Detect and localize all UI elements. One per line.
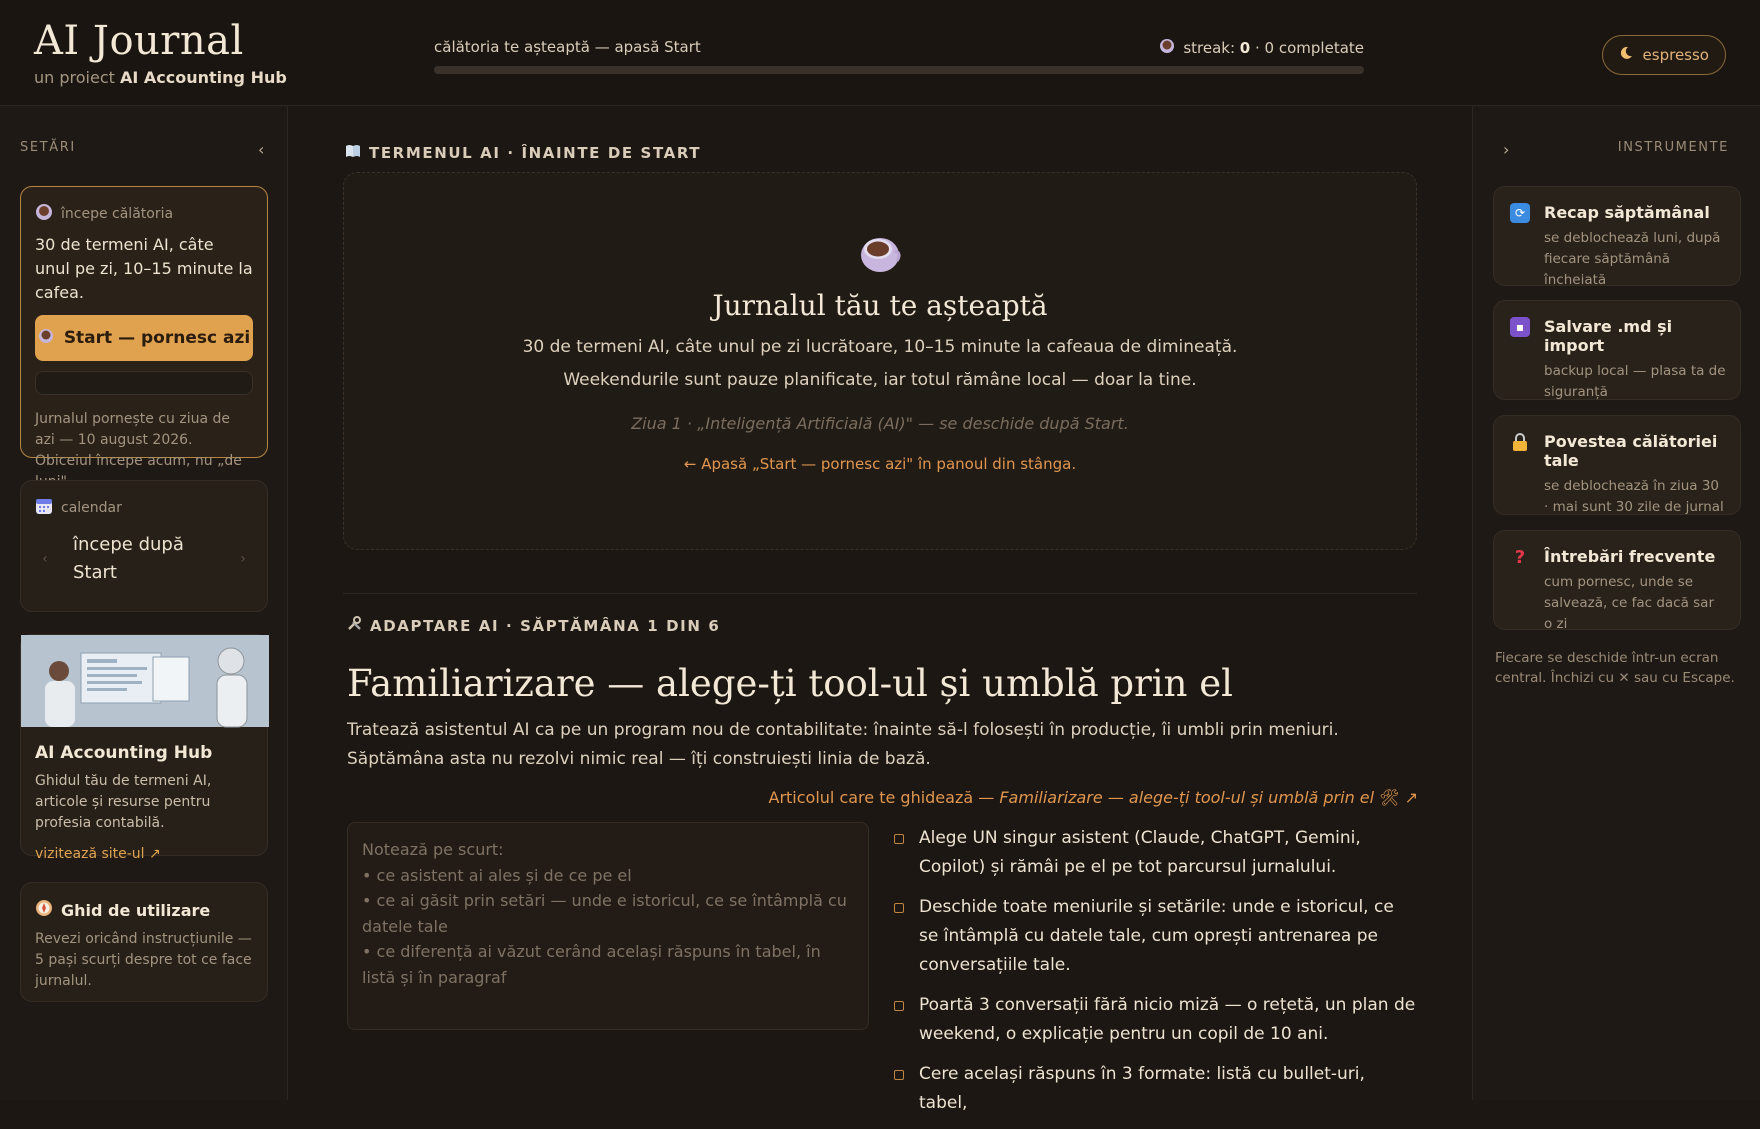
await-line-2: Weekendurile sunt pauze planificate, iar totul rămâne local — doar la tine. [563, 370, 1197, 390]
hub-promo-image [21, 635, 267, 727]
day-one-preview: Ziua 1 · „Inteligență Artificială (AI)" — se deschide după Start. [631, 414, 1129, 433]
lock-icon [1510, 432, 1530, 452]
guide-title: Ghid de utilizare [61, 900, 211, 920]
await-line-1: 30 de termeni AI, câte unul pe zi lucrătoare, 10–15 minute la cafeaua de dimineață. [522, 337, 1238, 357]
notes-placeholder-line: • ce asistent ai ales și de ce pe el [362, 865, 632, 885]
collapse-left-button[interactable]: ‹ [258, 140, 266, 159]
hub-card [20, 634, 268, 862]
start-card-text: 30 de termeni AI, câte unul pe zi, 10–15 minute la cafea. [35, 235, 253, 302]
settings-heading-row [20, 140, 266, 159]
floppy-icon: ▪ [1510, 317, 1530, 337]
recap-icon: ⟳ [1510, 203, 1530, 223]
calendar-label: calendar [61, 500, 122, 516]
calendar-text: începe după Start [73, 534, 184, 583]
task-text: Poartă 3 conversații fără nicio miză — o rețetă, un plan de weekend, o explicație pentru un copil de 10 ani. [919, 995, 1416, 1044]
calendar-card [20, 480, 268, 612]
calendar-next-button[interactable]: › [240, 551, 246, 567]
streak-value: 0 [1239, 39, 1251, 57]
journey-progress [434, 38, 1364, 74]
await-title: Jurnalul tău te așteaptă [712, 289, 1048, 322]
task-item [893, 991, 1417, 1049]
app-subtitle [34, 68, 287, 87]
tool-faq[interactable]: ? Întrebări frecvente cum pornesc, unde se salvează, ce fac dacă sar o zi [1493, 530, 1741, 630]
guide-article-link[interactable]: Articolul care te ghidează — Familiarizare — alege-ți tool-ul și umblă prin el 🛠 ↗ [768, 788, 1418, 807]
week-title: Familiarizare — alege-ți tool-ul și umblă prin el [347, 662, 1233, 705]
moon-icon [1619, 46, 1633, 64]
tool-save-import[interactable]: ▪ Salvare .md și import backup local — plasa ta de siguranță [1493, 300, 1741, 400]
task-text: Deschide toate meniurile și setările: unde e istoricul, ce se întâmplă cu datele tale, cum oprești antrenarea pe conversațiile tale. [919, 897, 1394, 975]
calendar-prev-button[interactable]: ‹ [42, 551, 48, 567]
task-checkbox[interactable] [894, 1070, 904, 1080]
book-icon [345, 144, 361, 162]
app-header [0, 0, 1760, 106]
task-item [893, 893, 1417, 980]
expand-right-button[interactable]: › [1503, 140, 1511, 159]
tool-weekly-recap[interactable]: ⟳ Recap săptămânal se deblochează luni, după fiecare săptămână încheiată [1493, 186, 1741, 286]
week-description: Tratează asistentul AI ca pe un program nou de contabilitate: înainte să-l folosești în producție, îi umbli prin meniuri. Săptămâna asta nu rezolvi nimic real — îți construiești linia de bază. [347, 720, 1339, 769]
week-section-heading: ADAPTARE AI · SĂPTĂMÂNA 1 DIN 6 [347, 616, 720, 635]
hub-site-link[interactable]: vizitează site-ul ↗ [35, 846, 161, 862]
streak-counter [1159, 38, 1364, 58]
guide-card[interactable] [20, 882, 268, 1002]
start-button-label: Start — pornesc azi [63, 328, 251, 348]
task-checkbox[interactable] [894, 1001, 904, 1011]
tools-sidebar [1472, 106, 1760, 1100]
notes-placeholder-line: • ce diferență ai văzut cerând același răspuns în tabel, în listă și în paragraf [362, 942, 821, 987]
notes-placeholder-line: Notează pe scurt: [362, 840, 504, 859]
hub-text: Ghidul tău de termeni AI, articole și resurse pentru profesia contabilă. [35, 773, 212, 831]
theme-toggle-button[interactable] [1602, 35, 1726, 75]
start-card-note: Jurnalul pornește cu ziua de azi — 10 august 2026. Obiceiul începe acum, nu „de [35, 411, 242, 469]
tools-heading-row [1503, 140, 1729, 159]
journal-await-panel [343, 172, 1417, 550]
settings-sidebar [0, 106, 288, 1100]
coffee-cup-icon [35, 203, 53, 225]
compass-icon [35, 899, 53, 921]
subtitle-brand: AI Accounting Hub [120, 68, 287, 87]
task-item [893, 824, 1417, 882]
progress-bar [434, 66, 1364, 74]
term-section-heading: TERMENUL AI · ÎNAINTE DE START [345, 144, 701, 162]
start-card-label: începe călătoria [61, 206, 174, 222]
calendar-icon [35, 497, 53, 519]
brand [34, 18, 287, 87]
task-text: Alege UN singur asistent (Claude, ChatGPT, Gemini, Copilot) și rămâi pe el pe tot parcursul jurnalului. [919, 828, 1361, 877]
week-task-list [893, 824, 1417, 1129]
section-divider [343, 593, 1417, 594]
streak-completed: · 0 completate [1255, 39, 1364, 57]
task-text: Cere același răspuns în 3 formate: listă cu bullet-uri, tabel, [919, 1064, 1365, 1113]
task-item [893, 1060, 1417, 1118]
progress-text: călătoria te așteaptă — apasă Start [434, 38, 701, 56]
settings-heading: SETĂRI [20, 140, 76, 155]
guide-text: Revezi oricând instrucțiunile — 5 pași scurți despre tot ce face jurnalul. [35, 931, 252, 989]
start-date-field[interactable] [35, 371, 253, 395]
question-icon: ? [1514, 546, 1526, 568]
subtitle-prefix: un proiect [34, 68, 115, 87]
app-title: AI Journal [34, 18, 244, 64]
task-checkbox[interactable] [894, 834, 904, 844]
start-hint: ← Apasă „Start — pornesc azi" în panoul din stânga. [683, 455, 1077, 473]
main-content [289, 106, 1472, 1113]
tools-heading: INSTRUMENTE [1617, 140, 1729, 155]
tool-journey-story[interactable]: Povestea călătoriei tale se deblochează în ziua 30 · mai sunt 30 zile de jurnal [1493, 415, 1741, 515]
notes-textarea[interactable] [347, 822, 869, 1030]
notes-placeholder-line: • ce ai găsit prin setări — unde e istoricul, ce se întâmplă cu datele tale [362, 891, 847, 936]
tools-note: Fiecare se deschide într-un ecran central. Închizi cu ✕ sau cu Escape. [1495, 650, 1735, 686]
start-button[interactable] [35, 315, 253, 361]
task-checkbox[interactable] [894, 903, 904, 913]
start-card [20, 186, 268, 469]
coffee-cup-icon [344, 229, 1416, 275]
tools-icon [347, 616, 362, 635]
coffee-cup-icon [38, 328, 54, 349]
theme-label: espresso [1642, 46, 1709, 64]
coffee-cup-icon [1159, 38, 1175, 58]
hub-title: AI Accounting Hub [35, 743, 213, 763]
streak-label: streak: [1183, 39, 1236, 57]
